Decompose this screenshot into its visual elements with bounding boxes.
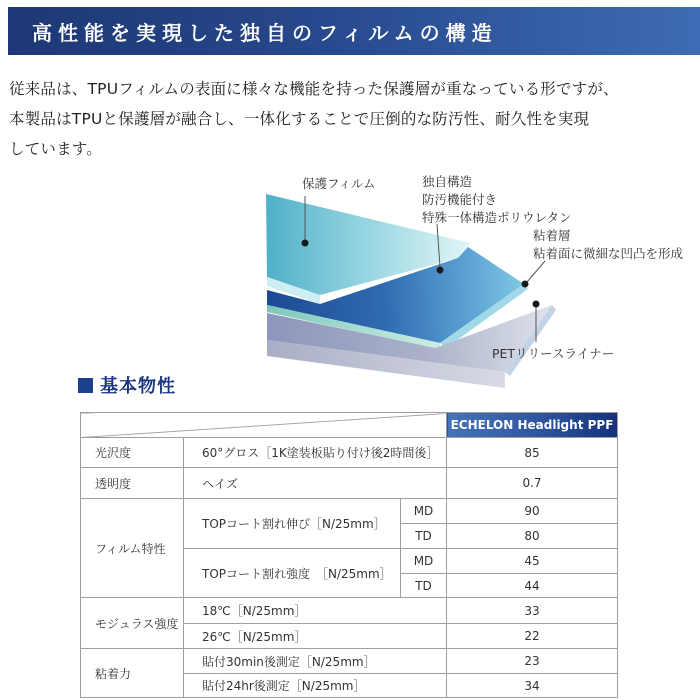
- row-condition: 26℃［N/25mm］: [184, 624, 447, 649]
- basic-properties-title: 基本物性: [100, 376, 176, 397]
- basic-properties-table: [80, 412, 618, 698]
- basic-properties-heading: [78, 372, 176, 398]
- row-value: 90: [447, 499, 618, 524]
- table-row: [81, 649, 618, 674]
- label-unique-structure-line3: 特殊一体構造ポリウレタン: [422, 210, 572, 225]
- row-value: 22: [447, 624, 618, 649]
- page-title: 高性能を実現した独自のフィルムの構造: [32, 20, 498, 45]
- row-category: 光沢度: [81, 438, 184, 468]
- row-condition: 貼付30min後測定［N/25mm］: [184, 649, 447, 674]
- leader-adhesive: [527, 261, 545, 282]
- intro-paragraph: [9, 74, 669, 164]
- row-condition: 貼付24hr後測定［N/25mm］: [184, 674, 447, 698]
- row-condition: 60°グロス［1K塗装板貼り付け後2時間後］: [184, 438, 447, 468]
- square-bullet-icon: [78, 378, 93, 393]
- table-row: [81, 598, 618, 624]
- row-direction: TD: [401, 574, 447, 598]
- row-condition: TOPコート割れ強度 ［N/25mm］: [184, 549, 401, 598]
- row-value: 85: [447, 438, 618, 468]
- label-protective-film: 保護フィルム: [302, 176, 376, 191]
- label-unique-structure-line2: 防汚機能付き: [422, 192, 498, 207]
- dot-unique-structure: [437, 267, 444, 274]
- label-adhesive-line1: 粘着層: [533, 228, 571, 243]
- table-row: [81, 499, 618, 524]
- film-structure-diagram: [0, 170, 700, 398]
- intro-line-2: 本製品はTPUと保護層が融合し、一体化することで圧倒的な防汚性、耐久性を実現: [9, 110, 590, 128]
- row-value: 0.7: [447, 468, 618, 499]
- row-value: 45: [447, 549, 618, 574]
- row-condition: TOPコート割れ伸び［N/25mm］: [184, 499, 401, 549]
- intro-line-3: しています。: [9, 140, 102, 158]
- row-category: 透明度: [81, 468, 184, 499]
- row-value: 33: [447, 598, 618, 624]
- row-value: 80: [447, 524, 618, 549]
- label-unique-structure-line1: 独自構造: [422, 174, 473, 189]
- intro-line-1: 従来品は、TPUフィルムの表面に様々な機能を持った保護層が重なっている形ですが、: [9, 80, 619, 98]
- row-direction: MD: [401, 549, 447, 574]
- row-direction: MD: [401, 499, 447, 524]
- product-column-header: ECHELON Headlight PPF: [447, 413, 618, 438]
- label-adhesive-layer: [533, 227, 683, 263]
- table-row: [81, 468, 618, 499]
- row-category: 粘着力: [81, 649, 184, 698]
- row-value: 34: [447, 674, 618, 698]
- table-header-row: [81, 413, 618, 438]
- table-row: [81, 438, 618, 468]
- row-category: モジュラス強度: [81, 598, 184, 649]
- row-value: 44: [447, 574, 618, 598]
- row-value: 23: [447, 649, 618, 674]
- header-diagonal-cell: [81, 413, 447, 438]
- label-unique-structure: [422, 173, 572, 227]
- label-adhesive-line2: 粘着面に微細な凹凸を形成: [533, 246, 684, 261]
- dot-protective-film: [302, 240, 309, 247]
- row-category: フィルム特性: [81, 499, 184, 598]
- film-layers-illustration: [0, 170, 700, 398]
- row-condition: ヘイズ: [184, 468, 447, 499]
- label-pet-liner: PETリリースライナー: [492, 346, 615, 361]
- row-condition: 18℃［N/25mm］: [184, 598, 447, 624]
- dot-pet-liner: [533, 301, 540, 308]
- dot-adhesive: [522, 281, 529, 288]
- page-title-bar: [8, 7, 700, 55]
- row-direction: TD: [401, 524, 447, 549]
